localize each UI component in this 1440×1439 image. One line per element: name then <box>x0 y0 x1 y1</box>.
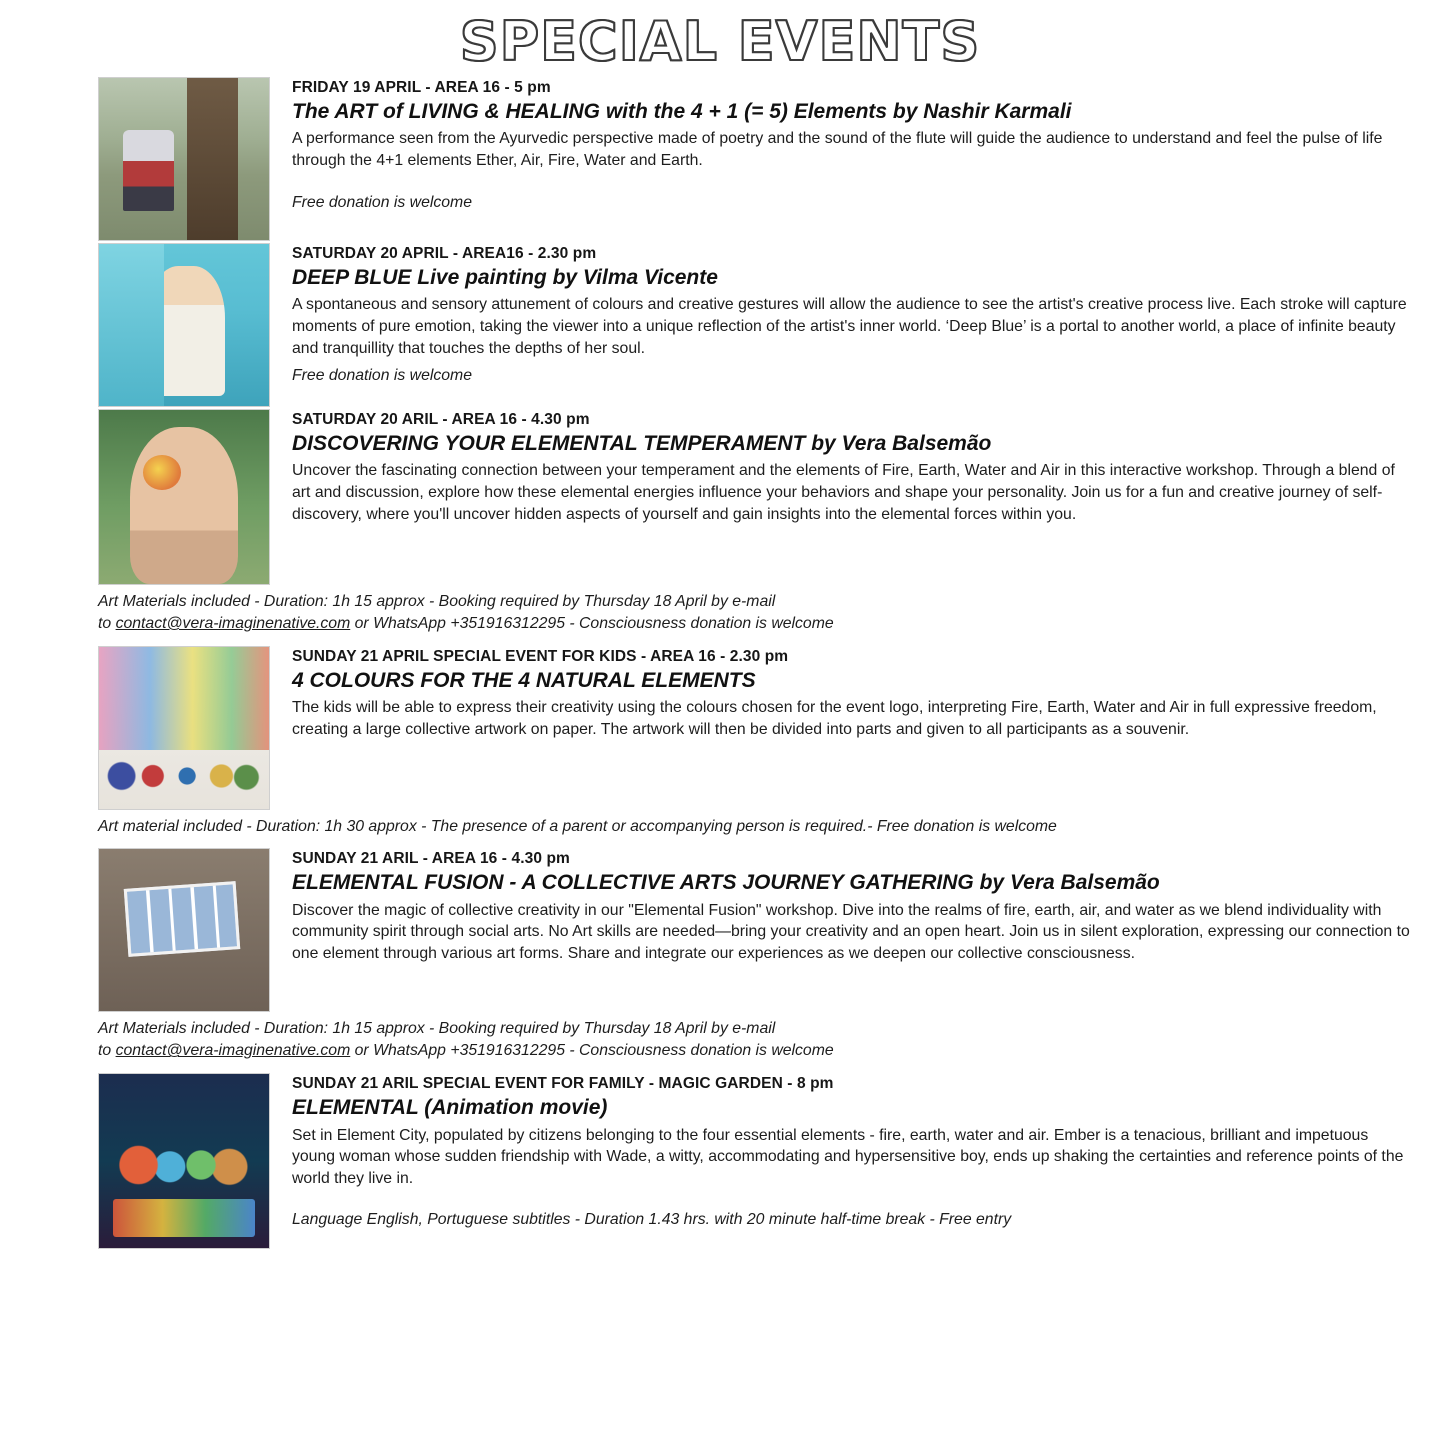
event-image-elemental-fusion <box>98 848 270 1012</box>
booking-note-line2-post: or WhatsApp +351916312295 - Consciousness donation is welcome <box>350 615 834 633</box>
event-body <box>292 409 1410 526</box>
event-item <box>98 243 1410 407</box>
event-item <box>98 77 1410 241</box>
event-image-elemental-movie <box>98 1073 270 1249</box>
event-image-elemental-temperament <box>98 409 270 585</box>
event-item <box>98 409 1410 585</box>
event-description: Uncover the fascinating connection between your temperament and the elements of Fire, Earth, Water and Air in this interactive workshop. Through a blend of art and discussion, explore how these elemental energies influence your behaviors and shape your personality. Join us for a fun and creative journey of self-discovery, where you'll uncover hidden aspects of yourself and gain insights into the elemental forces within you. <box>292 462 1395 523</box>
event-item <box>98 1073 1410 1249</box>
page-title: SPECIAL EVENTS <box>459 10 981 73</box>
booking-note-line2-pre: to <box>98 1042 116 1060</box>
booking-note-kids <box>0 812 1440 838</box>
event-heading: 4 COLOURS FOR THE 4 NATURAL ELEMENTS <box>292 668 756 692</box>
event-heading: DISCOVERING YOUR ELEMENTAL TEMPERAMENT by Vera Balsemão <box>292 431 992 455</box>
event-body <box>292 243 1410 387</box>
event-description: Discover the magic of collective creativity in our "Elemental Fusion" workshop. Dive into the realms of fire, earth, air, and water as we blend individuality with community spirit through social arts. No Art skills are needed—bring your creativity and an open heart. Join us in silent exploration, expressing our connection to one element through various art forms. Share and integrate our experiences as we deepen our collective consciousness. <box>292 901 1410 962</box>
contact-email-link[interactable]: contact@vera-imaginenative.com <box>115 1042 351 1060</box>
event-item <box>98 848 1410 1012</box>
event-meta: SUNDAY 21 ARIL SPECIAL EVENT FOR FAMILY - MAGIC GARDEN - 8 pm <box>292 1074 834 1092</box>
event-note: Language English, Portuguese subtitles - Duration 1.43 hrs. with 20 minute half-time break - Free entry <box>292 1211 1012 1229</box>
event-item <box>98 646 1410 810</box>
booking-note-fusion <box>0 1014 1440 1063</box>
event-description: A spontaneous and sensory attunement of colours and creative gestures will allow the audience to see the artist's creative process live. Each stroke will capture moments of pure emotion, taking the viewer into a unique reflection of the artist's inner world. ‘Deep Blue’ is a portal to another world, a place of infinite beauty and tranquillity that touches the depths of her soul. <box>292 296 1407 357</box>
booking-note-line2-post: or WhatsApp +351916312295 - Consciousness donation is welcome <box>350 1042 834 1060</box>
event-heading: DEEP BLUE Live painting by Vilma Vicente <box>292 265 718 289</box>
event-body <box>292 77 1410 214</box>
contact-email-link[interactable]: contact@vera-imaginenative.com <box>115 615 351 633</box>
events-list-2 <box>0 646 1440 810</box>
events-list-4 <box>0 1073 1440 1249</box>
booking-note-kids-line: Art material included - Duration: 1h 30 approx - The presence of a parent or accompanying person is required.- Free donation is welcome <box>98 817 1057 835</box>
event-heading: ELEMENTAL FUSION - A COLLECTIVE ARTS JOURNEY GATHERING by Vera Balsemão <box>292 870 1160 894</box>
event-description: Set in Element City, populated by citizens belonging to the four essential elements - fire, earth, water and air. Ember is a tenacious, brilliant and impetuous young woman whose sudden friendship with Wade, a witty, accommodating and hypersensitive boy, ends up shaking the certainties and reference points of the world they live in. <box>292 1126 1404 1187</box>
events-list-3 <box>0 848 1440 1012</box>
event-image-art-of-living <box>98 77 270 241</box>
booking-note-line2-pre: to <box>98 615 116 633</box>
events-list <box>0 77 1440 585</box>
booking-note-line1: Art Materials included - Duration: 1h 15 approx - Booking required by Thursday 18 April by e-mail <box>98 592 776 610</box>
event-heading: The ART of LIVING & HEALING with the 4 + 1 (= 5) Elements by Nashir Karmali <box>292 99 1072 123</box>
event-heading: ELEMENTAL (Animation movie) <box>292 1095 608 1119</box>
page-title-wrap <box>0 0 1440 77</box>
booking-note-line1: Art Materials included - Duration: 1h 15 approx - Booking required by Thursday 18 April by e-mail <box>98 1019 776 1037</box>
booking-note-temperament <box>0 587 1440 636</box>
event-description: The kids will be able to express their creativity using the colours chosen for the event logo, interpreting Fire, Earth, Water and Air in full expressive freedom, creating a large collective artwork on paper. The artwork will then be divided into parts and given to all participants as a souvenir. <box>292 699 1377 738</box>
event-meta: FRIDAY 19 APRIL - AREA 16 - 5 pm <box>292 78 551 96</box>
event-meta: SUNDAY 21 ARIL - AREA 16 - 4.30 pm <box>292 849 570 867</box>
event-meta: SATURDAY 20 APRIL - AREA16 - 2.30 pm <box>292 244 597 262</box>
event-description: A performance seen from the Ayurvedic perspective made of poetry and the sound of the flute will guide the audience to understand and feel the pulse of life through the 4+1 elements Ether, Air, Fire, Water and Earth. <box>292 130 1383 170</box>
event-body <box>292 646 1410 741</box>
event-note: Free donation is welcome <box>292 193 472 211</box>
event-body <box>292 848 1410 965</box>
event-body <box>292 1073 1410 1231</box>
event-meta: SATURDAY 20 ARIL - AREA 16 - 4.30 pm <box>292 410 590 428</box>
event-image-deep-blue <box>98 243 270 407</box>
event-image-4-colours-kids <box>98 646 270 810</box>
event-note: Free donation is welcome <box>292 367 472 385</box>
event-meta: SUNDAY 21 APRIL SPECIAL EVENT FOR KIDS - AREA 16 - 2.30 pm <box>292 647 789 665</box>
